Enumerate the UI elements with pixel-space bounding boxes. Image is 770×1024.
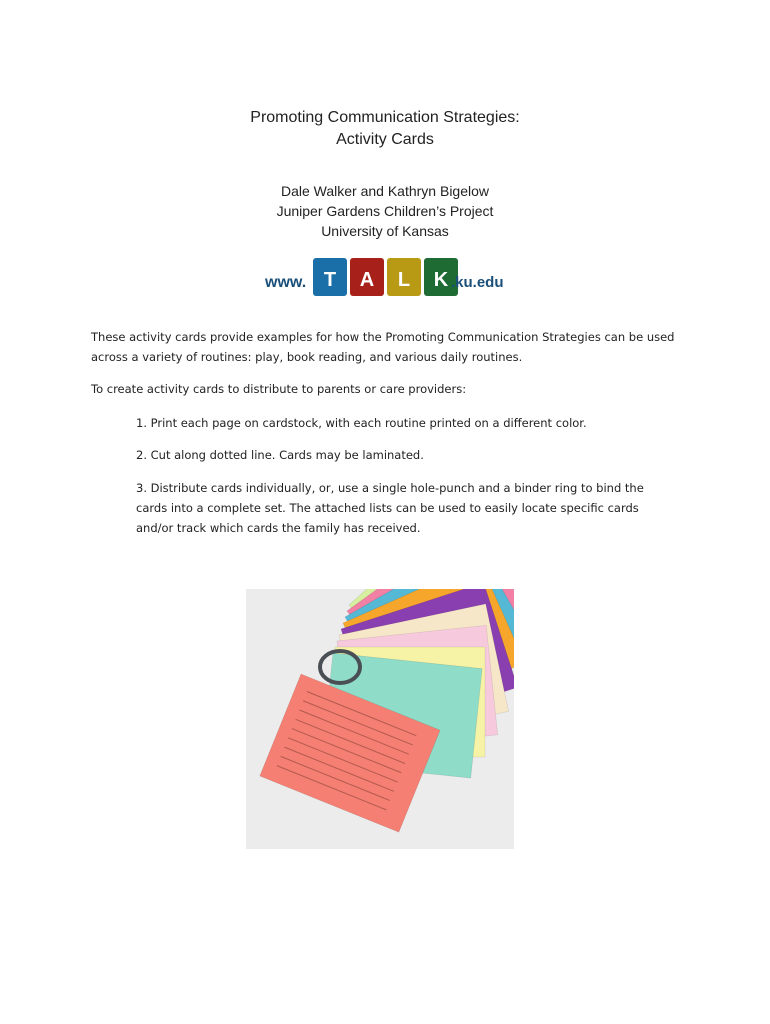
logo-blocks (313, 258, 458, 296)
logo-suffix: .ku.edu (451, 274, 504, 291)
author-block (0, 181, 770, 241)
step-3: 3. Distribute cards individually, or, use a single hole-punch and a binder ring to bind the cards into a complete set. The attached lists can be used to easily locate specific cards and/or track which cards the family has received. (136, 481, 644, 535)
instruction-line: To create activity cards to distribute to parents or care providers: (91, 382, 467, 396)
page-title (0, 107, 770, 151)
university: University of Kansas (321, 223, 449, 239)
logo-letter-k: K (433, 269, 449, 291)
title-line-2: Activity Cards (336, 131, 434, 148)
activity-cards-photo (246, 589, 514, 849)
step-2: 2. Cut along dotted line. Cards may be laminated. (136, 448, 424, 462)
logo-prefix: www. (265, 274, 307, 291)
logo-letter-t: T (323, 269, 337, 291)
title-line-1: Promoting Communication Strategies: (250, 109, 520, 126)
authors-name: Dale Walker and Kathryn Bigelow (280, 183, 490, 199)
talk-logo (265, 256, 505, 300)
logo-letter-a: A (359, 269, 375, 291)
affiliation: Juniper Gardens Children’s Project (276, 203, 494, 219)
intro-paragraph: These activity cards provide examples for how the Promoting Communication Strategies can be used across a variety of routines: play, book reading, and various daily routines. (91, 330, 675, 364)
step-1: 1. Print each page on cardstock, with each routine printed on a different color. (136, 416, 587, 430)
logo-letter-l: L (397, 269, 411, 291)
